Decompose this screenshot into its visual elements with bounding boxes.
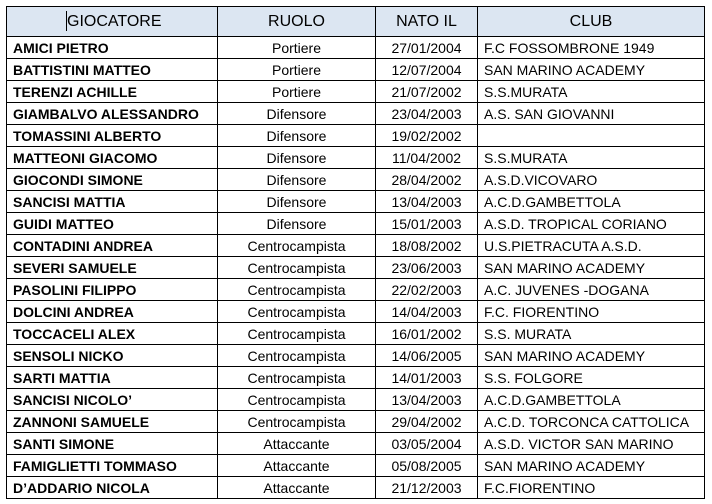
player-name-cell: MATTEONI GIACOMO [7,147,218,169]
role-cell: Difensore [218,191,376,213]
player-name-cell: TERENZI ACHILLE [7,81,218,103]
role-cell: Difensore [218,103,376,125]
table-row [7,345,705,367]
table-row [7,37,705,59]
role-cell: Portiere [218,37,376,59]
player-name-cell: GIOCONDI SIMONE [7,169,218,191]
table-row [7,235,705,257]
club-cell: SAN MARINO ACADEMY [478,455,705,477]
club-cell: A.S.D. VICTOR SAN MARINO [478,433,705,455]
table-row [7,257,705,279]
club-cell: SAN MARINO ACADEMY [478,345,705,367]
birth-date-cell: 27/01/2004 [376,37,478,59]
role-cell: Difensore [218,169,376,191]
role-cell: Centrocampista [218,323,376,345]
player-name-cell: SENSOLI NICKO [7,345,218,367]
player-name-cell: SARTI MATTIA [7,367,218,389]
player-name-cell: GIAMBALVO ALESSANDRO [7,103,218,125]
header-player: GIOCATORE [7,7,218,37]
player-name-cell: FAMIGLIETTI TOMMASO [7,455,218,477]
table-row [7,213,705,235]
birth-date-cell: 14/06/2005 [376,345,478,367]
player-name-cell: SEVERI SAMUELE [7,257,218,279]
table-row [7,477,705,499]
role-cell: Centrocampista [218,411,376,433]
club-cell: S.S. FOLGORE [478,367,705,389]
birth-date-cell: 18/08/2002 [376,235,478,257]
role-cell: Centrocampista [218,345,376,367]
club-cell: A.C. JUVENES -DOGANA [478,279,705,301]
birth-date-cell: 14/01/2003 [376,367,478,389]
player-name-cell: ZANNONI SAMUELE [7,411,218,433]
role-cell: Centrocampista [218,301,376,323]
player-name-cell: SANCISI NICOLO’ [7,389,218,411]
role-cell: Attaccante [218,433,376,455]
birth-date-cell: 19/02/2002 [376,125,478,147]
birth-date-cell: 12/07/2004 [376,59,478,81]
role-cell: Attaccante [218,455,376,477]
table-row [7,433,705,455]
table-row [7,389,705,411]
role-cell: Centrocampista [218,367,376,389]
role-cell: Centrocampista [218,235,376,257]
player-name-cell: PASOLINI FILIPPO [7,279,218,301]
table-row [7,147,705,169]
role-cell: Attaccante [218,477,376,499]
club-cell: A.S.D.VICOVARO [478,169,705,191]
table-row [7,191,705,213]
header-born: NATO IL [376,7,478,37]
player-name-cell: AMICI PIETRO [7,37,218,59]
club-cell: A.S. SAN GIOVANNI [478,103,705,125]
club-cell: SAN MARINO ACADEMY [478,257,705,279]
club-cell: A.C.D.GAMBETTOLA [478,191,705,213]
birth-date-cell: 03/05/2004 [376,433,478,455]
role-cell: Portiere [218,81,376,103]
table-row [7,455,705,477]
club-cell: S.S. MURATA [478,323,705,345]
header-role: RUOLO [218,7,376,37]
birth-date-cell: 21/07/2002 [376,81,478,103]
player-name-cell: CONTADINI ANDREA [7,235,218,257]
birth-date-cell: 14/04/2003 [376,301,478,323]
table-row [7,169,705,191]
birth-date-cell: 11/04/2002 [376,147,478,169]
role-cell: Difensore [218,147,376,169]
table-row [7,301,705,323]
role-cell: Centrocampista [218,389,376,411]
birth-date-cell: 21/12/2003 [376,477,478,499]
player-name-cell: DOLCINI ANDREA [7,301,218,323]
table-row [7,279,705,301]
table-row [7,103,705,125]
role-cell: Difensore [218,125,376,147]
club-cell: F.C. FIORENTINO [478,301,705,323]
player-name-cell: SANCISI MATTIA [7,191,218,213]
player-name-cell: SANTI SIMONE [7,433,218,455]
role-cell: Portiere [218,59,376,81]
club-cell: SAN MARINO ACADEMY [478,59,705,81]
birth-date-cell: 29/04/2002 [376,411,478,433]
header-club: CLUB [478,7,705,37]
club-cell: F.C.FIORENTINO [478,477,705,499]
table-row [7,81,705,103]
birth-date-cell: 28/04/2002 [376,169,478,191]
club-cell [478,125,705,147]
club-cell: A.S.D. TROPICAL CORIANO [478,213,705,235]
club-cell: U.S.PIETRACUTA A.S.D. [478,235,705,257]
player-roster-table [6,6,705,499]
birth-date-cell: 23/04/2003 [376,103,478,125]
text-cursor [66,11,67,31]
table-row [7,411,705,433]
table-row [7,323,705,345]
role-cell: Centrocampista [218,279,376,301]
player-name-cell: BATTISTINI MATTEO [7,59,218,81]
birth-date-cell: 13/04/2003 [376,191,478,213]
table-row [7,367,705,389]
player-name-cell: TOCCACELI ALEX [7,323,218,345]
role-cell: Centrocampista [218,257,376,279]
player-name-cell: GUIDI MATTEO [7,213,218,235]
club-cell: S.S.MURATA [478,81,705,103]
club-cell: A.C.D.GAMBETTOLA [478,389,705,411]
role-cell: Difensore [218,213,376,235]
birth-date-cell: 15/01/2003 [376,213,478,235]
club-cell: F.C FOSSOMBRONE 1949 [478,37,705,59]
birth-date-cell: 13/04/2003 [376,389,478,411]
birth-date-cell: 16/01/2002 [376,323,478,345]
club-cell: S.S.MURATA [478,147,705,169]
player-name-cell: TOMASSINI ALBERTO [7,125,218,147]
table-row [7,59,705,81]
birth-date-cell: 22/02/2003 [376,279,478,301]
table-row [7,125,705,147]
player-name-cell: D’ADDARIO NICOLA [7,477,218,499]
header-row [7,7,705,37]
birth-date-cell: 23/06/2003 [376,257,478,279]
club-cell: A.C.D. TORCONCA CATTOLICA [478,411,705,433]
birth-date-cell: 05/08/2005 [376,455,478,477]
